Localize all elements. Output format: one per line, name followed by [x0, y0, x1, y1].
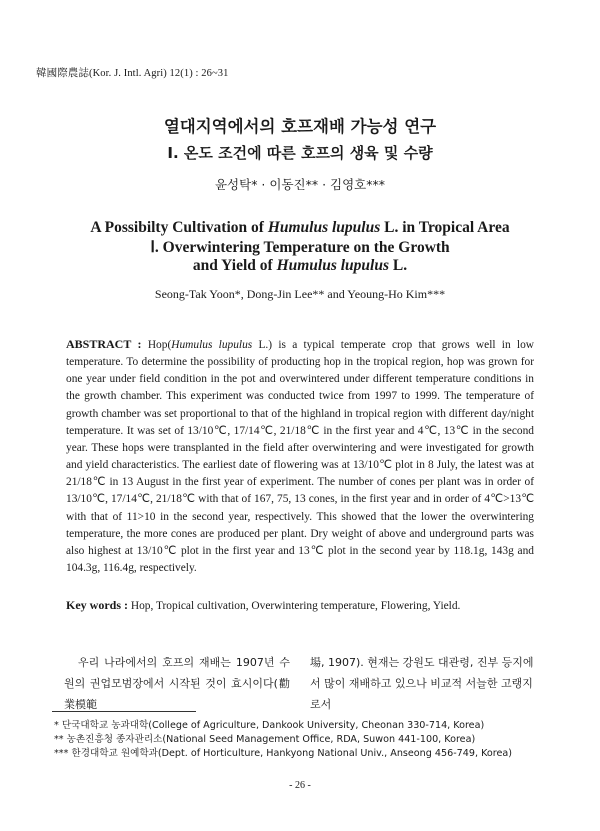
journal-header: 韓國際農誌(Kor. J. Intl. Agri) 12(1) : 26~31 — [36, 68, 229, 79]
english-title-line1 — [0, 219, 600, 237]
species-name: Humulus lupulus — [276, 257, 390, 274]
english-title-line2: Ⅰ. Overwintering Temperature on the Growth — [150, 239, 450, 256]
korean-authors: 윤성탁* · 이동진** · 김영호*** — [214, 177, 386, 192]
footnote-affiliation-3: *** 한경대학교 원예학과(Dept. of Horticulture, Hankyong National Univ., Anseong 456-749, Korea) — [54, 748, 513, 759]
keywords — [66, 598, 536, 613]
page-number: - 26 - — [289, 780, 311, 791]
species-name: Humulus lupulus — [267, 219, 381, 236]
abstract-lead: Hop( — [141, 339, 172, 351]
abstract-text: L.) is a typical temperate crop that grows well in low temperature. To determine the possibility of producting hop in the tropical region, hop was grown for one year under field condition in the pot and overwintered under different temperature conditions in the growth chamber. This experiment was conducted twice from 1997 to 1999. The temperature of growth chamber was set proportional to that of the highland in tropical region with different day/night temperature. It was set of 13/10℃, 17/14℃, 21/18℃ in the first year and 4℃, 13℃ in the second year. These hops were transplanted in the field after overwintering and were investigated for growth and yield characteristics. The earliest date of flowering was at 13/10℃ plot in 8 July, the latest was at 21/18℃ in 13 August in the first year of experiment. The number of cones per plant was in order of 13/10℃, 17/14℃, 21/18℃ with that of 167, 75, 13 cones, in the first year and in order of 4℃>13℃ with that of 11>10 in the second year, respectively. This showed that the lower the overwintering temperature, the more cones are produced per plant. Dry weight of above and underground parts was also highest at 13/10℃ plot in the first year and 13℃ plot in the second year by 118.1g, 143g and 104.3g, 116.4g, respectively. — [66, 339, 534, 575]
abstract-label: ABSTRACT : — [66, 337, 142, 351]
keywords-text: Hop, Tropical cultivation, Overwintering temperature, Flowering, Yield. — [128, 600, 461, 612]
title-text: L. — [389, 257, 408, 274]
footnote-affiliation-2: ** 농촌진흥청 종자관리소(National Seed Management Office, RDA, Suwon 441-100, Korea) — [54, 734, 476, 745]
abstract — [66, 336, 534, 577]
species-name: Humulus lupulus — [171, 339, 253, 351]
english-authors: Seong-Tak Yoon*, Dong-Jin Lee** and Yeoung-Ho Kim*** — [154, 287, 446, 301]
korean-title-line2: Ⅰ. 온도 조건에 따른 호프의 생육 및 수량 — [167, 144, 433, 162]
title-text: A Possibilty Cultivation of — [90, 219, 268, 236]
keywords-label: Key words : — [66, 598, 128, 612]
body-right-column: 場, 1907). 현재는 강원도 대관령, 진부 등지에서 많이 재배하고 있으나 비교적 서늘한 고랭지로서 — [310, 656, 534, 711]
english-title-line3 — [0, 257, 600, 275]
body-left-column: 우리 나라에서의 호프의 재배는 1907년 수원의 권업모범장에서 시작된 것이 효시이다(勸業模範 — [64, 656, 290, 711]
title-text: and Yield of — [192, 257, 277, 274]
footnote-divider — [52, 711, 196, 712]
korean-title-line1: 열대지역에서의 호프재배 가능성 연구 — [163, 117, 437, 136]
title-text: L. in Tropical Area — [380, 219, 510, 236]
footnote-affiliation-1: * 단국대학교 농과대학(College of Agriculture, Dankook University, Cheonan 330-714, Korea) — [54, 720, 485, 731]
